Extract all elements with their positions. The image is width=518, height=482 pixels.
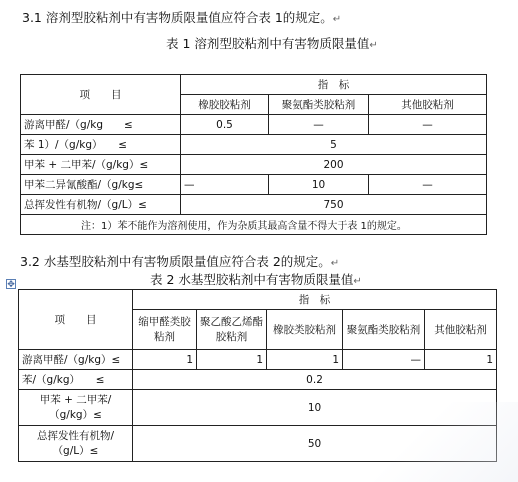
column-header: 聚氨酯类胶粘剂 bbox=[343, 310, 425, 350]
table-1-caption-text: 表 1 溶剂型胶粘剂中有害物质限量值 bbox=[166, 36, 370, 51]
column-header: 其他胶粘剂 bbox=[369, 95, 487, 115]
cell-value: — bbox=[369, 115, 487, 135]
table-row bbox=[21, 115, 487, 135]
column-header: 聚氨酯类胶粘剂 bbox=[269, 95, 369, 115]
paragraph-mark: ↵ bbox=[332, 14, 342, 25]
section-3-1-text bbox=[22, 8, 341, 26]
cell-value: 200 bbox=[181, 155, 487, 175]
paragraph-mark: ↵ bbox=[330, 258, 340, 269]
cell-value: — bbox=[181, 175, 269, 195]
column-header: 橡胶胶粘剂 bbox=[181, 95, 269, 115]
column-header: 聚乙酸乙烯酯胶粘剂 bbox=[197, 310, 267, 350]
table-row bbox=[21, 155, 487, 175]
cell-value: 1 bbox=[267, 350, 343, 370]
row-label: 苯 1）/（g/kg） ≤ bbox=[21, 135, 181, 155]
table-row bbox=[19, 426, 497, 462]
cell-value: 1 bbox=[425, 350, 497, 370]
cell-value: 750 bbox=[181, 195, 487, 215]
cell-value: — bbox=[369, 175, 487, 195]
item-header: 项 目 bbox=[19, 290, 133, 350]
row-label: 甲苯二异氰酸酯/（g/kg≤ bbox=[21, 175, 181, 195]
table-2-caption-text: 表 2 水基型胶粘剂中有害物质限量值 bbox=[150, 272, 354, 287]
column-header: 橡胶类胶粘剂 bbox=[267, 310, 343, 350]
table-row bbox=[21, 215, 487, 235]
table-row bbox=[19, 390, 497, 426]
move-handle-icon[interactable]: ✥ bbox=[7, 280, 15, 290]
paragraph-mark: ↵ bbox=[369, 40, 378, 51]
table-row bbox=[21, 135, 487, 155]
table-note: 注：1）苯不能作为溶剂使用，作为杂质其最高含量不得大于表 1的规定。 bbox=[21, 215, 487, 235]
cell-value: 0.2 bbox=[133, 370, 497, 390]
table-row bbox=[19, 290, 497, 310]
row-label: 游离甲醛/（g/kg ≤ bbox=[21, 115, 181, 135]
table-2 bbox=[18, 289, 497, 462]
row-label: 甲苯 + 二甲苯/（g/kg）≤ bbox=[21, 155, 181, 175]
cell-value: 1 bbox=[197, 350, 267, 370]
cell-value: — bbox=[269, 115, 369, 135]
section-3-2-label: 3.2 水基型胶粘剂中有害物质限量值应符合表 2的规定。 bbox=[20, 254, 331, 269]
cell-value: 10 bbox=[133, 390, 497, 426]
cell-value: 0.5 bbox=[181, 115, 269, 135]
cell-value: 50 bbox=[133, 426, 497, 462]
index-header: 指 标 bbox=[133, 290, 497, 310]
table-row bbox=[21, 195, 487, 215]
table-1-caption bbox=[166, 34, 378, 52]
table-row bbox=[19, 350, 497, 370]
table-row bbox=[21, 75, 487, 95]
row-label: 苯/（g/kg） ≤ bbox=[19, 370, 133, 390]
column-header: 其他胶粘剂 bbox=[425, 310, 497, 350]
section-3-1-label: 3.1 溶剂型胶粘剂中有害物质限量值应符合表 1的规定。 bbox=[22, 10, 333, 25]
section-3-2-text bbox=[20, 252, 339, 270]
table-row bbox=[21, 175, 487, 195]
row-label: 总挥发性有机物/（g/L）≤ bbox=[19, 426, 133, 462]
cell-value: — bbox=[343, 350, 425, 370]
table-1 bbox=[20, 74, 487, 235]
cell-value: 10 bbox=[269, 175, 369, 195]
table-2-caption bbox=[150, 270, 362, 288]
row-label: 总挥发性有机物/（g/L）≤ bbox=[21, 195, 181, 215]
cell-value: 5 bbox=[181, 135, 487, 155]
item-header: 项 目 bbox=[21, 75, 181, 115]
row-label: 甲苯 + 二甲苯/（g/kg）≤ bbox=[19, 390, 133, 426]
index-header: 指 标 bbox=[181, 75, 487, 95]
paragraph-mark: ↵ bbox=[353, 276, 362, 287]
table-row bbox=[19, 370, 497, 390]
cell-value: 1 bbox=[133, 350, 197, 370]
column-header: 缩甲醛类胶粘剂 bbox=[133, 310, 197, 350]
row-label: 游离甲醛/（g/kg）≤ bbox=[19, 350, 133, 370]
